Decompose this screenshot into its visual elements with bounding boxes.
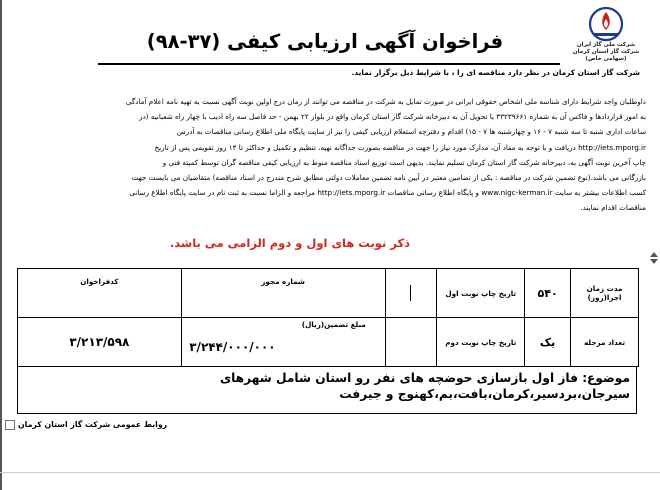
- scroll-up-icon[interactable]: [650, 252, 658, 257]
- stages-value: یک: [525, 318, 571, 367]
- scroll-control[interactable]: [649, 250, 659, 270]
- first-print-value: [385, 269, 437, 318]
- body-line: چاپ آخرین نوبت آگهی به، دبیرخانه شرکت گاز استان کرمان تسلیم نمایند. بدیهی است توزیع اسناد مناقصه منوط به ارزیابی کیفی مناقصه گران توسط کمیته فنی و: [162, 157, 646, 167]
- guarantee-value: ۳/۲۴۴/۰۰۰/۰۰۰: [189, 340, 276, 354]
- duration-value: ۵۴۰: [525, 269, 571, 318]
- body-line: کسب اطلاعات بیشتر به سایت www.nigc-kerman.ir و پایگاه اطلاع رسانی مناقصات http://iets.mporg.ir مراجعه و الزاما نسبت به ثبت نام در سایت پایگاه اطلاع رسانی: [129, 188, 646, 198]
- window-left-border: [0, 0, 2, 490]
- scroll-down-icon[interactable]: [650, 259, 658, 264]
- body-line: به امور قراردادها و فاکس آن به شماره ۳۳۲۳۹۶۶۱ یا تحویل آن به دبیرخانه شرکت گاز استان کرمان واقع در بلوار ۲۲ بهمن - حد فاصل سه راه ادیب با چهار راه شعبانیه (در: [139, 112, 646, 122]
- duration-label: مدت زمان اجرا(روز): [571, 269, 639, 318]
- second-print-label: تاریخ چاپ نوبت دوم: [437, 318, 525, 367]
- page-bottom-border: [0, 472, 660, 473]
- page-title: فراخوان آگهی ارزیابی کیفی (۳۷-۹۸): [146, 30, 504, 53]
- footer-signature: روابط عمومی شرکت گاز استان کرمان: [18, 420, 168, 429]
- guarantee-cell: [181, 318, 385, 367]
- call-code-value: ۳/۲۱۳/۵۹۸: [18, 318, 182, 367]
- first-print-label: تاریخ چاپ نوبت اول: [437, 269, 525, 318]
- company-logo: [560, 6, 652, 63]
- page-subtitle: شرکت گاز استان کرمان در نظر دارد مناقصه ای را ، با شرایط ذیل برگزار نماید.: [351, 68, 640, 77]
- body-line: مناقصات اقدام نمایند.: [580, 203, 646, 213]
- logo-line-3: (سهامی خاص): [585, 56, 627, 62]
- call-code-label: کدفراخوان: [18, 269, 182, 318]
- title-underline: [98, 63, 560, 65]
- details-table: [17, 268, 639, 367]
- logo-line-2: شرکت گاز استان کرمان: [572, 49, 640, 55]
- red-notice: ذکر نوبت های اول و دوم الزامی می باشد.: [169, 236, 411, 250]
- body-line: داوطلبان واجد شرایط دارای شناسه ملی اشخاص حقوقی ایرانی در صورت تمایل به شرکت در مناقصه می توانند از زمان درج اولین نوبت آگهی نسبت به تهیه نامه اعلام آمادگی: [125, 97, 646, 106]
- subject-line: موضوع: فاز اول بازسازی حوضچه های نفر رو استان شامل شهرهای سیرجان،بردسیر،کرمان،بافت،بم،کهنوج و جیرفت: [17, 366, 637, 414]
- guarantee-label: مبلغ تضمین(ریال): [301, 320, 366, 329]
- stages-label: تعداد مرحله: [571, 318, 639, 367]
- body-line: http://iets.mporg.ir دریافت و با توجه به مفاد آن، مدارک مورد نیاز را جهت در مناقصه بصورت جداگانه تهیه، تنظیم و تکمیل و حداکثر تا ۱۴ روز تقویمی پس از تاریخ: [154, 142, 646, 152]
- row-checkbox[interactable]: [5, 420, 15, 430]
- permit-label: شماره مجوز: [181, 269, 385, 318]
- flame-logo-icon: [584, 6, 628, 42]
- body-line: بازرگانی می باشد.(نوع تضمین شرکت در مناقصه : یکی از تضامین معتبر در آیین نامه تضمین معاملات دولتی مطابق شرح مندرج در اسناد مناقصه) متقاضیان می بایست جهت: [131, 173, 646, 183]
- first-print-mark: [410, 285, 411, 301]
- announcement-body: [18, 94, 646, 216]
- body-line: ساعات اداری شنبه تا سه شنبه ۷ - ۱۶ و چهارشنبه ها ۷ - ۱۵) اقدام و دفترچه استعلام ارزیابی کیفی را نیز از سایت پایگاه ملی اطلاع رسانی مناقصات به آدرس: [176, 127, 646, 137]
- second-print-value: [385, 318, 437, 367]
- logo-line-1: شرکت ملی گاز ایران: [576, 42, 636, 48]
